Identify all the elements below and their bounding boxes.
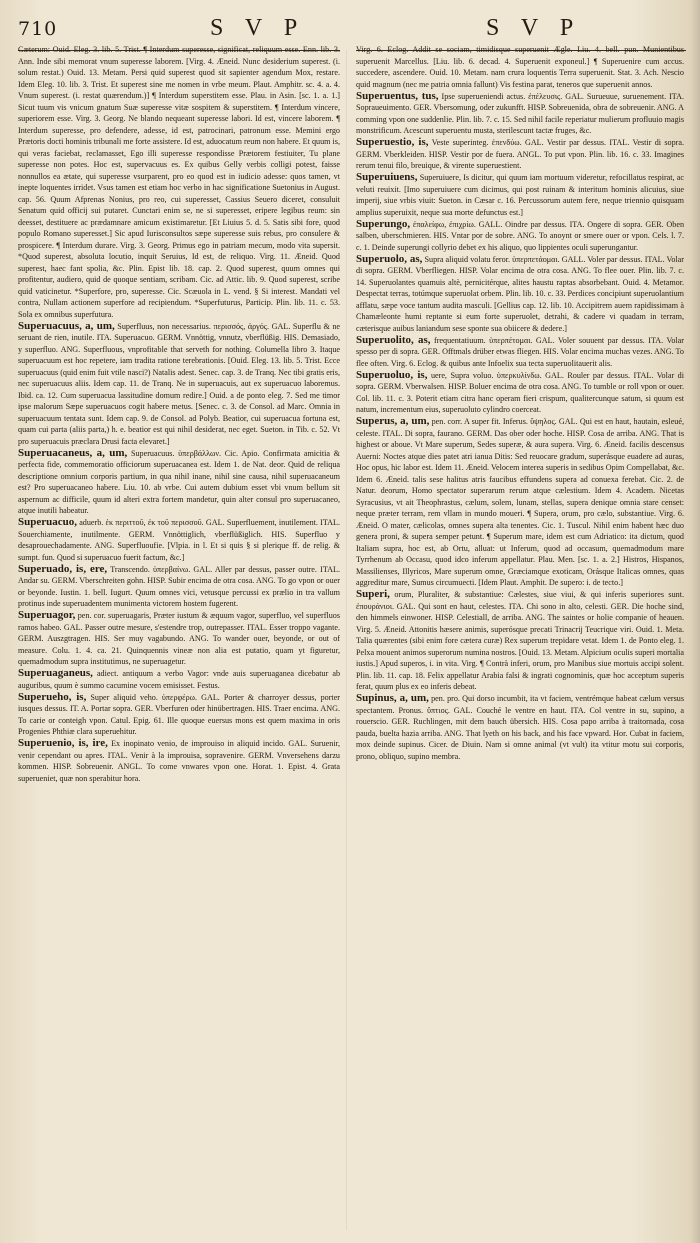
dictionary-entry bbox=[356, 91, 684, 137]
entry-headword: Superuacuus, a, um, bbox=[18, 319, 115, 332]
entry-headword: Superungo, bbox=[356, 217, 411, 230]
entry-headword: Superuacaneus, a, um, bbox=[18, 446, 128, 459]
dictionary-entry bbox=[356, 44, 684, 90]
entry-body: uere, Supra voluo. ὑπερκυλίνδω. GAL. Rouler par dessus. ITAL. Volar di sopra. GERM. Vberwalsen. HISP. Boluer encima de otra cosa. ANG. To tumble or roll vpon or ouer. Col. lib. 11. c. 3. Poterit etiam citra hanc operam fieri crispum, qualitercunque satum, si quum est natum, incrementum eius, superuoluto cylindro coerceat. bbox=[356, 370, 684, 414]
entry-body: Superfluus, non necessarius. περισσός, ἀργός. GAL. Superflu & ne seruant de rien, inutile. ITA. Superuacuo. GERM. Vnnöttig, vnnutz, vberflüßig. HIS. Demasiado, y superfluo. ANG. Superfluous, vnprofitable that serveth for nothing. Columella libro 3. Itaque superuacuum est hoc repetere, iam tradita ratione terebrationis. [Ouid. Eleg. 13. lib. 5. Trist. Ecce superuacuus (quid enim fuit vtile nasci?) Natalis adest. Senec. cap. 3. de Tranq. Nec tibi gratis eris, nec superuacuus aliis. Idem cap. 11. de Tranq. Ne in superuacuis, aut ex superuacuo laboremus. Ibid. ca. 12. Cum superuacua lassitudine domum redire.] Ouid. a de ponto eleg. 7. Sed me timor ipse malorum Sæpe superuacuos cogit habere metus. [Senec. c. 3. de Consol. ad Marc. Omnia in superuacuum tentata sunt. Idem cap. 9. de Consol. ad Polyb. Beatior, cui superuacua fortuna est, quam cui parta (aliis parta,) h. e. beatior est qui nihil desiderat, nec eget. Sueton. in Tib. c. 52. Vt pro superuacuis præclara Drusi facta elevaret.] bbox=[18, 321, 340, 446]
dictionary-entry bbox=[356, 254, 684, 335]
dictionary-entry bbox=[18, 448, 340, 517]
dictionary-entry bbox=[356, 370, 684, 416]
entry-body: pen. pro. Qui dorso incumbit, ita vt faciem, ventrémque habeat cælum versus spectantem. Pronus. ὕπτιος. GAL. Couché le ventre en haut. ITA. Col ventre in su, supino, a rouerscio. GER. Ruchlingen, mit dem bauch übersich. HIS. Cosa papo arriba à traitornada, cosa pauda, buelta hazia arriba. ANG. That lyeth on his back, and his face vpward. Hor. Cubat in faciem, mox deinde supinus. Cicer. de Diuin. Nam si omne animal (vt vult) ita vtitur motu sui corporis, prono, obliquo, supino membra. bbox=[356, 694, 684, 761]
entry-body: Superuacuus. ὑπερβάλλων. Cic. Apio. Confirmata amicitia & perfecta fide, commemoratio officiorum superuacanea est. Idem 1. de Nat. deor. Quid de reliqua descriptione omnium corporis partium, in qua nihil inane, nihil sine causa, nihil superuacaneum est? Pro superuacaneo habere. Liu. 10. ab vrbe. Cui autem dubium esset vbi vnum bellum sit aspernum ac difficile, quum id alteri extra fortem mandetur, quin alter consul pro superuacaneo, atque inutili habeatur. bbox=[18, 448, 340, 515]
dictionary-entry bbox=[356, 219, 684, 254]
entry-body: frequentatiuum. ὑπερπέτομαι. GAL. Voler souuent par dessus. ITA. Volar spesso per di sopra. GER. Offtmals drüber etwas fliegen. HIS. Volar encima muchas vezes. ANG. To flee often. Virg. 6. Eclog. & quibus ante Infoelix sua tecta superuolitauerit alis. bbox=[356, 335, 684, 368]
entry-headword: Superuado, is, ere, bbox=[18, 562, 108, 575]
entry-body: Veste superinteg. ἐπενδύω. GAL. Vestir par dessus. ITAL. Vestir di sopra. GERM. Vberkleiden. HISP. Vestir por de fuera. ANGL. To put vpon. Plin. lib. 16. c. 33. Imagines rerum tenui filo, breuique, & virente superuestient. bbox=[356, 138, 684, 170]
dictionary-entry bbox=[356, 172, 684, 218]
page-number: 710 bbox=[18, 18, 58, 40]
dictionary-entry bbox=[356, 335, 684, 370]
entry-body: Virg. 6. Eclog. Addit se sociam, timidisque superuenit Ægle. Liu. 4. bell. pun. Munientibus superuenit Marcellus. [Liu. lib. 6. decad. 4. Superuenit exponeul.] ¶ Superuenire cum accus. succedere, ascendere. Ouid. 10. Metam. nam crura loquentis Terra superuenit. Stat. 3. Ach. Nescio quid magnum (nec me patria omnia fallunt) Vis festina parat, teneros que superuenit annos. bbox=[356, 45, 684, 89]
dictionary-entry bbox=[18, 668, 340, 691]
dictionary-entry bbox=[18, 44, 340, 320]
entry-headword: Supinus, a, um, bbox=[356, 692, 429, 704]
entry-body: orum, Pluraliter, & substantiue: Cælestes, siue viui, & qui inferis superiores sunt. ἐπουράνιοι. GAL. Qui sont en haut, celestes. ITA. Chi sono in alto, celesti. GER. Die hoche sind, den himmels einwoner. HISP. Celestiall, de arriba. ANG. The saintes or holie companie of heauen. Virg. 5. Æneid. Attonitis hæsere animis, superósque precati Trinacrij Teucrique viri. Ouid. 1. Meta. Talia quærentes (sibi enim fore cætera curæ) Rex superum trepidare vetat. Idem 1. de Ponto eleg. 1. Pelxa mouent animos superorum numina nostros. [Ouid. 13. Metam. Alpicium oculis superi mortalia iustis.] Apud superos, i. in vita. Virg. ¶ Contrà inferi, orum, pro Manibus siue mortuis accipi solent. Plin. lib. 11. cap. 18. Felix appellatur Arabia falsi & ingrati cognominis, quæ hoc acceptum superis ferat, quum plus ex eo inferis debeat. bbox=[356, 590, 684, 691]
page-header bbox=[0, 12, 700, 46]
entry-headword: Superueho, is, bbox=[18, 690, 87, 703]
dictionary-entry bbox=[18, 321, 340, 448]
entry-headword: Superuoluo, is, bbox=[356, 368, 428, 381]
column-gutter bbox=[346, 50, 347, 1230]
entry-headword: Superuacuo, bbox=[18, 516, 77, 528]
right-column bbox=[356, 44, 684, 1234]
entry-body: Super aliquid veho. ὑπερφέρω. GAL. Porter & charroyer dessus, porter iusques dessus. IT. A. Portar sopra. GER. Vberfuren oder hinübertragen. HIS. Traer encima. ANG. To carie or conteigh vpon. Catul. Epig. 61. Ille quoque euersus mons est quem maxima in oris Progenies Phthiæ clara superuehitur. bbox=[18, 692, 340, 736]
dictionary-entry bbox=[18, 517, 340, 563]
entry-headword: Superuolito, as, bbox=[356, 333, 431, 346]
running-head-right: S V P bbox=[486, 15, 582, 41]
entry-body: pen. cor. superuagaris, Præter iustum & æquum vagor, superfluo, vel superfluos ramos habeo. GAL. Passer outre mesure, s'estendre trop, outrepasser. ITAL. Esser troppo vagante. GERM. Auszgtragen. HIS. Ser muy vagabundo. ANG. To wander ouer, beyonde, or out of measure. Colu. 1. 4. ca. 21. Quinquennis vineæ non alia est putatio, quam yt figuretur, quemadmodum supra institutimus, ne superuagetur. bbox=[18, 611, 340, 666]
entry-headword: Superuentus, tus, bbox=[356, 89, 439, 102]
entry-headword: Superuenio, is, ire, bbox=[18, 737, 108, 749]
entry-body: ἐπαλείφω, ἐπιχρίω. GALL. Oindre par dessus. ITA. Ongere di sopra. GER. Oben salben, uberschmieren. HIS. Vntar por de sobre. ANG. To anoynt or smere ouer or vpon. Cels. l. 7. c. 1. Deinde superungi collyrio debet ex his aliquo, quo lippientes oculi superungantur. bbox=[356, 219, 684, 252]
entry-body: aduerb. ἐκ περιττοῦ, ἐκ τοῦ περισσοῦ. GAL. Superfluement, inutilement. ITAL. Souerchiamente, inutilmente. GERM. Vnnöttiglich, vberflüßiglich. HIS. Superfluo y desaprouechadamente. ANG. Superfluoufie. [Vlpia. in l. Et si quis § si plerique ff. de relig. & sumpt. fun. Quod si superuacuo fuerit factum, &c.] bbox=[18, 518, 340, 562]
entry-body: Transcendo. ὑπερβαίνω. GAL. Aller par dessus, passer outre. ITAL. Andar su. GERM. Vberschreiten gohn. HISP. Subir encima de otra cosa. ANG. To go vpon or ouer or beyonde. Iustin. 1. bell. Iugurt. Quum omnes vici, vetusque percussi ex prælio in tra vallum protinus inde superuadentem munimenta victorem hostem fugerent. bbox=[18, 564, 340, 608]
dictionary-entry bbox=[18, 610, 340, 668]
dictionary-entry bbox=[356, 693, 684, 762]
dictionary-entry bbox=[18, 738, 340, 784]
entry-body: Supra aliquid volatu feror. ὑπερπετάομαι. GALL. Voler par dessus. ITAL. Volar di sopra. GERM. Vberfliegen. HISP. Volar encima de otra cosa. ANG. To flee ouer. Plin. lib. 7. c. 14. Superuolantes quamuis altè, pernicitérque, alites haustu raptas absorbebant. Ouid. 4. Metamor. Despectat terras, totúmque superuolat orbem. Plin. lib. 10. c. 33. Perdices concipiunt superuolantium afflatu, sæpe voce tantum audita masculi. [Gellius cap. 12. lib. 10. Accipitrem auem rapidissimam à Chamæleonte humi reptante si eum forte superuolet, detrahi, & cadere vi quadam in terram, cæterisque auibus laniandum sese sponte sua obiicere & dedere.] bbox=[356, 254, 684, 333]
entry-body: adiect. antiquum a verbo Vagor: vnde auis superuaganea dicebatur ab auguribus, quum è summo cacumine vocem emisisset. Festus. bbox=[18, 669, 340, 690]
entry-body: Superuiuere, Is dicitur, qui quum iam mortuum videretur, refocillatus respirat, ac veluti reuixit. [Imo superuiuere cum dicimus, qui post ruinam & interitum hominis alicuius, siue imperij, siue vrbis viuit: Sueton. in Cæsar c. 16. Percussorum autem fere, neque triennio quisquam amplius superuixit, neque sua morte defunctus est.] bbox=[356, 173, 684, 217]
entry-headword: Superuestio, is, bbox=[356, 136, 429, 148]
page-edge-shadow bbox=[690, 0, 700, 1243]
entry-headword: Superus, a, um, bbox=[356, 415, 430, 427]
entry-body: Ipse superueniendi actus. ἐπέλευσις. GAL. Surueuue, suruenement. ITA. Sopraueuimento. GER. Vbersomung, oder zukunfft. HISP. Sobreuenida, obra de sobreuenir. ANG. A comming vpon one suddenlie. Plin. lib. 7. c. 15. Sed nihil facile reperiatur mulierum profluuio magis monstrificum. Acescunt superuentu musta, sterilescunt tactæ fruges, &c. bbox=[356, 91, 684, 135]
running-head-left: S V P bbox=[210, 15, 306, 41]
dictionary-entry bbox=[18, 564, 340, 610]
entry-headword: Superuaganeus, bbox=[18, 667, 93, 679]
entry-headword: Superuiuens, bbox=[356, 171, 418, 183]
dictionary-entry bbox=[18, 692, 340, 738]
dictionary-entry bbox=[356, 416, 684, 589]
entry-body: pen. corr. A super fit. Inferus. ὕψηλος. GAL. Qui est en haut, hautain, esleué, celeste. ITAL. Di sopra, faurano. GERM. Das ober oder hoche. HISP. Cosa de arriba. ANG. That is highest or aboue. Vt Mare superum, Sedes superæ, & aura supera. Virg. 6. Æneid. facilis descensus Auerni: Noctes atque dies patet atri ianua Ditis: Sed reuocare gradum, superásque euadere ad auras, Hoc opus, hic labor est. Idem 11. Æneid. Velocem interea superis in sedibus Opim Compellabat, &c. Idem 6. Æneid. talis sese halitus atris faucibus effundens supera ad conuexa ferebat. Cic. 2. de Natur. deorum, Homo spectator superarum rerum atque cælestium. Idem 4. Academ. Nicetas Syracusius, vt ait Theophrastus, cælum, solem, lunam, stellas, supera denique omnia stare censet: neque præter terram, rem vllam in mundo moueri. ¶ Supera, orum, pro cælo, substantiue. Virg. 6. Æneid. O mater, cælicolas, omnes supera alta tenentes. Cic. 1. Tuscul. Nihil enim habent hæc duo genera proni, & supera semper petunt. ¶ Superum mare, idem est cum Adriatico: ita dictum, quod Italiam supra, hoc est, ab Ortu, alluat: ut Inferum, quod ad occasum, quemadmodum mare Tyrrhenum ab Occasu, quod idco inferum appellatur. Plau. Men. [sc. 1. a. 2.] Histros, Hispanos, Massilienses, Illyricos, Mare superum omne, Græciamque exoticam, Orásque Italicas omnes, quas aggreditur mare, Sumus circumuecti. [Idem Plaut. Amphit. De supero: i. de tecto.] bbox=[356, 417, 684, 587]
entry-body: Cæterum: Ouid. Eleg. 3. lib. 5. Trist. ¶ Interdum superesse, significat, reliquum esse. Enn. lib. 3. Ann. Inde sibi memorat vnum superesse laborem. [Virg. 4. Æneid. Nunc desiderium superest. (i. solum restat.) Ouid. 13. Metam. Persi quid superest quod sit sapienter agendum Mox, restare. Idem Eleg. 10. lib. 3. Trist. Et superest sine me nomen in vrbe meum. Plaut. Amphitr. sc. 4. a. 4. Vnum superest. (i. restat quærendum.)] ¶ Interdum superstitem esse. Plau. in Asin. [sc. 1. a. 1.] Sicut tuum vis vnicum gnatum Suæ superesse vitæ sospitem & superstitem. ¶ Interdum vincere, superiorem esse. Virg. 3. Georg. Ne blando nequeant superesse labori. Id est, vincere laborem. ¶ Interdum superesse, pro defendere, adesse, id est, patrocinari, patronum esse. Memini ergo Prætoris docti hominis tribunali me forte assistere. Id est, aduocatum reum non habere. Et quum is, qui veras faciebat, reclamasset, Ego illi superesse respondisse Prætorem festiuiter, Tu plane superesse non potes. Hoc est, supervacuus es. Ex quibus Gelly verbis colligi potest, faisse nonnullos ea ætate, qui superesse vsurparent, pro eo quod est in iudicio adesse: quos tamen, vt inepte loquentes irridet. Vsus tamen est etiam hoc verbo in hac significatione Suetonius in August. cap. 56. Quum Afprenas Nonius, pro reo, cui superesset, Cassius Seuero diceret, consuluit Senatum quid officij sui putaret. Cunctari enim se, ne si superesset, eripere legibus reum: sin deesset, destituere ac prædamnare amicum existimaretur. [Et Liuius 5. d. 5. Satis sibi fore, quod populo Romano superesset.] Sic apud Iurisconsultos sæpe superesse suis rebus, pro consulere & prospicere. ¶ Interdum durare. Virg. 3. Georg. Primus ego in patriam mecum, modo vita supersit. *Quod superest, absoluta locutio, inquit Seruius, Id est, de reliquo. Virg. 11. Æneid. Quod superest, haec fant spolia, &c. Plin. Epist lib. 18. cap. 2. Quod superest, quum omnes qui profitentur, audiero, quid de quoque sentiam, scribam. Cic. ad Attic. lib. 9. Quod superest, scribe quid vaticinetur. *Superfore, pro, superesse. Cic. Scæuola in L. vend. § Si interest. Mandati vel contra, Nullam actionem superfore ad recipiendum. *Superfuturus, Particip. Plin. lib. 11. c. 53. Sola ex omnibus superfutura. bbox=[18, 45, 340, 319]
dictionary-entry bbox=[356, 589, 684, 693]
entry-headword: Superuolo, as, bbox=[356, 252, 423, 265]
entry-headword: Superuagor, bbox=[18, 609, 76, 621]
left-column bbox=[18, 44, 340, 1234]
entry-body: Ex inopinato venio, de improuiso in aliquid incido. GAL. Suruenir, venir cependant ou apres. ITAL. Venir à la improuisa, sopravenire. GERM. Vnversehens darzu kommen. HISP. Sobreuenir. ANGL. To come vnwares vpon one. Horat. 1. Epist. 4. Grata superueniet, quæ non sperabitur hora. bbox=[18, 739, 340, 783]
entry-headword: Superi, bbox=[356, 588, 390, 600]
dictionary-entry bbox=[356, 137, 684, 172]
